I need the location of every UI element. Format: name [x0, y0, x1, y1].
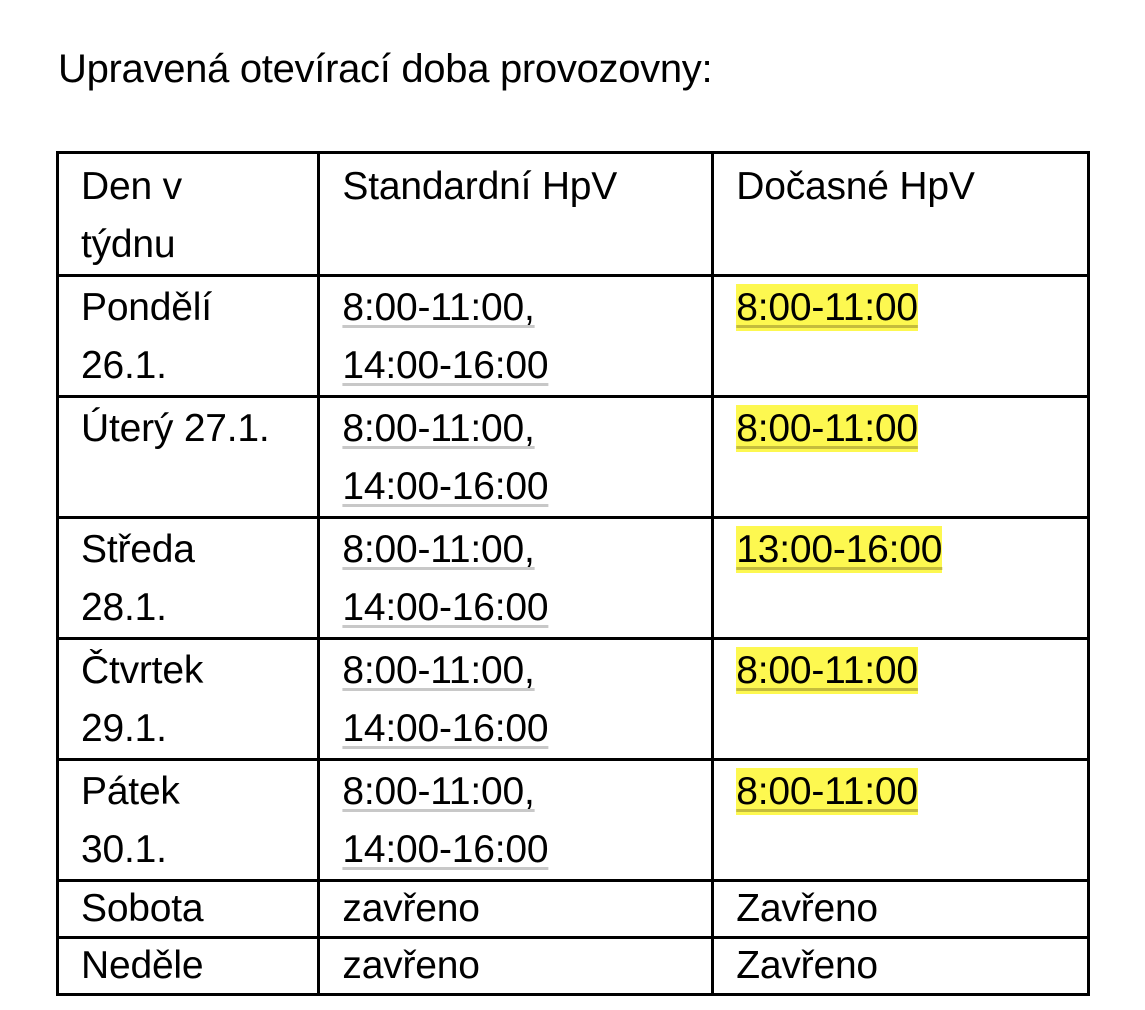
temporary-hours-cell: [713, 639, 1089, 760]
standard-hours-cell: [319, 760, 713, 881]
highlighted-time-link[interactable]: 13:00-16:00: [736, 528, 943, 571]
standard-hours-cell: [319, 639, 713, 760]
table-row: [58, 397, 1089, 518]
standard-hours-cell: zavřeno: [319, 938, 713, 995]
highlighted-time-link[interactable]: 8:00-11:00: [736, 407, 918, 450]
day-date: 26.1.: [81, 344, 167, 387]
time-link[interactable]: 14:00-16:00: [342, 707, 549, 750]
table-row: [58, 938, 1089, 995]
opening-hours-table: [56, 151, 1090, 996]
day-name: Čtvrtek: [81, 649, 204, 692]
header-day-line: Den v: [81, 165, 182, 208]
standard-hours-cell: [319, 276, 713, 397]
page-heading: Upravená otevírací doba provozovny:: [58, 47, 713, 91]
time-link[interactable]: 14:00-16:00: [342, 465, 549, 508]
day-name: Úterý 27.1.: [81, 407, 270, 450]
time-link[interactable]: 8:00-11:00,: [342, 770, 535, 813]
table-row: [58, 518, 1089, 639]
time-link[interactable]: 8:00-11:00,: [342, 649, 535, 692]
highlighted-time-link[interactable]: 8:00-11:00: [736, 286, 918, 329]
temporary-hours-cell: [713, 518, 1089, 639]
day-name: Pondělí: [81, 286, 212, 329]
table-row: [58, 639, 1089, 760]
day-cell: [58, 276, 319, 397]
day-cell: [58, 639, 319, 760]
day-cell: Neděle: [58, 938, 319, 995]
standard-hours-cell: [319, 397, 713, 518]
header-day: [58, 153, 319, 276]
header-temporary: Dočasné HpV: [713, 153, 1089, 276]
day-date: 29.1.: [81, 707, 167, 750]
time-link[interactable]: 14:00-16:00: [342, 828, 549, 871]
time-link[interactable]: 14:00-16:00: [342, 344, 549, 387]
day-cell: Sobota: [58, 881, 319, 938]
time-link[interactable]: 14:00-16:00: [342, 586, 549, 629]
table-header-row: [58, 153, 1089, 276]
day-cell: [58, 760, 319, 881]
standard-hours-cell: [319, 518, 713, 639]
temporary-hours-cell: [713, 397, 1089, 518]
header-standard: Standardní HpV: [319, 153, 713, 276]
day-cell: [58, 518, 319, 639]
temporary-hours-cell: Zavřeno: [713, 881, 1089, 938]
time-link[interactable]: 8:00-11:00,: [342, 528, 535, 571]
table-row: [58, 276, 1089, 397]
day-name: Středa: [81, 528, 195, 571]
header-day-line: týdnu: [81, 223, 176, 266]
temporary-hours-cell: [713, 760, 1089, 881]
day-cell: [58, 397, 319, 518]
time-link[interactable]: 8:00-11:00,: [342, 286, 535, 329]
table-row: [58, 881, 1089, 938]
day-date: 30.1.: [81, 828, 167, 871]
standard-hours-cell: zavřeno: [319, 881, 713, 938]
day-name: Pátek: [81, 770, 180, 813]
time-link[interactable]: 8:00-11:00,: [342, 407, 535, 450]
day-date: 28.1.: [81, 586, 167, 629]
temporary-hours-cell: [713, 276, 1089, 397]
table-row: [58, 760, 1089, 881]
temporary-hours-cell: Zavřeno: [713, 938, 1089, 995]
highlighted-time-link[interactable]: 8:00-11:00: [736, 770, 918, 813]
highlighted-time-link[interactable]: 8:00-11:00: [736, 649, 918, 692]
